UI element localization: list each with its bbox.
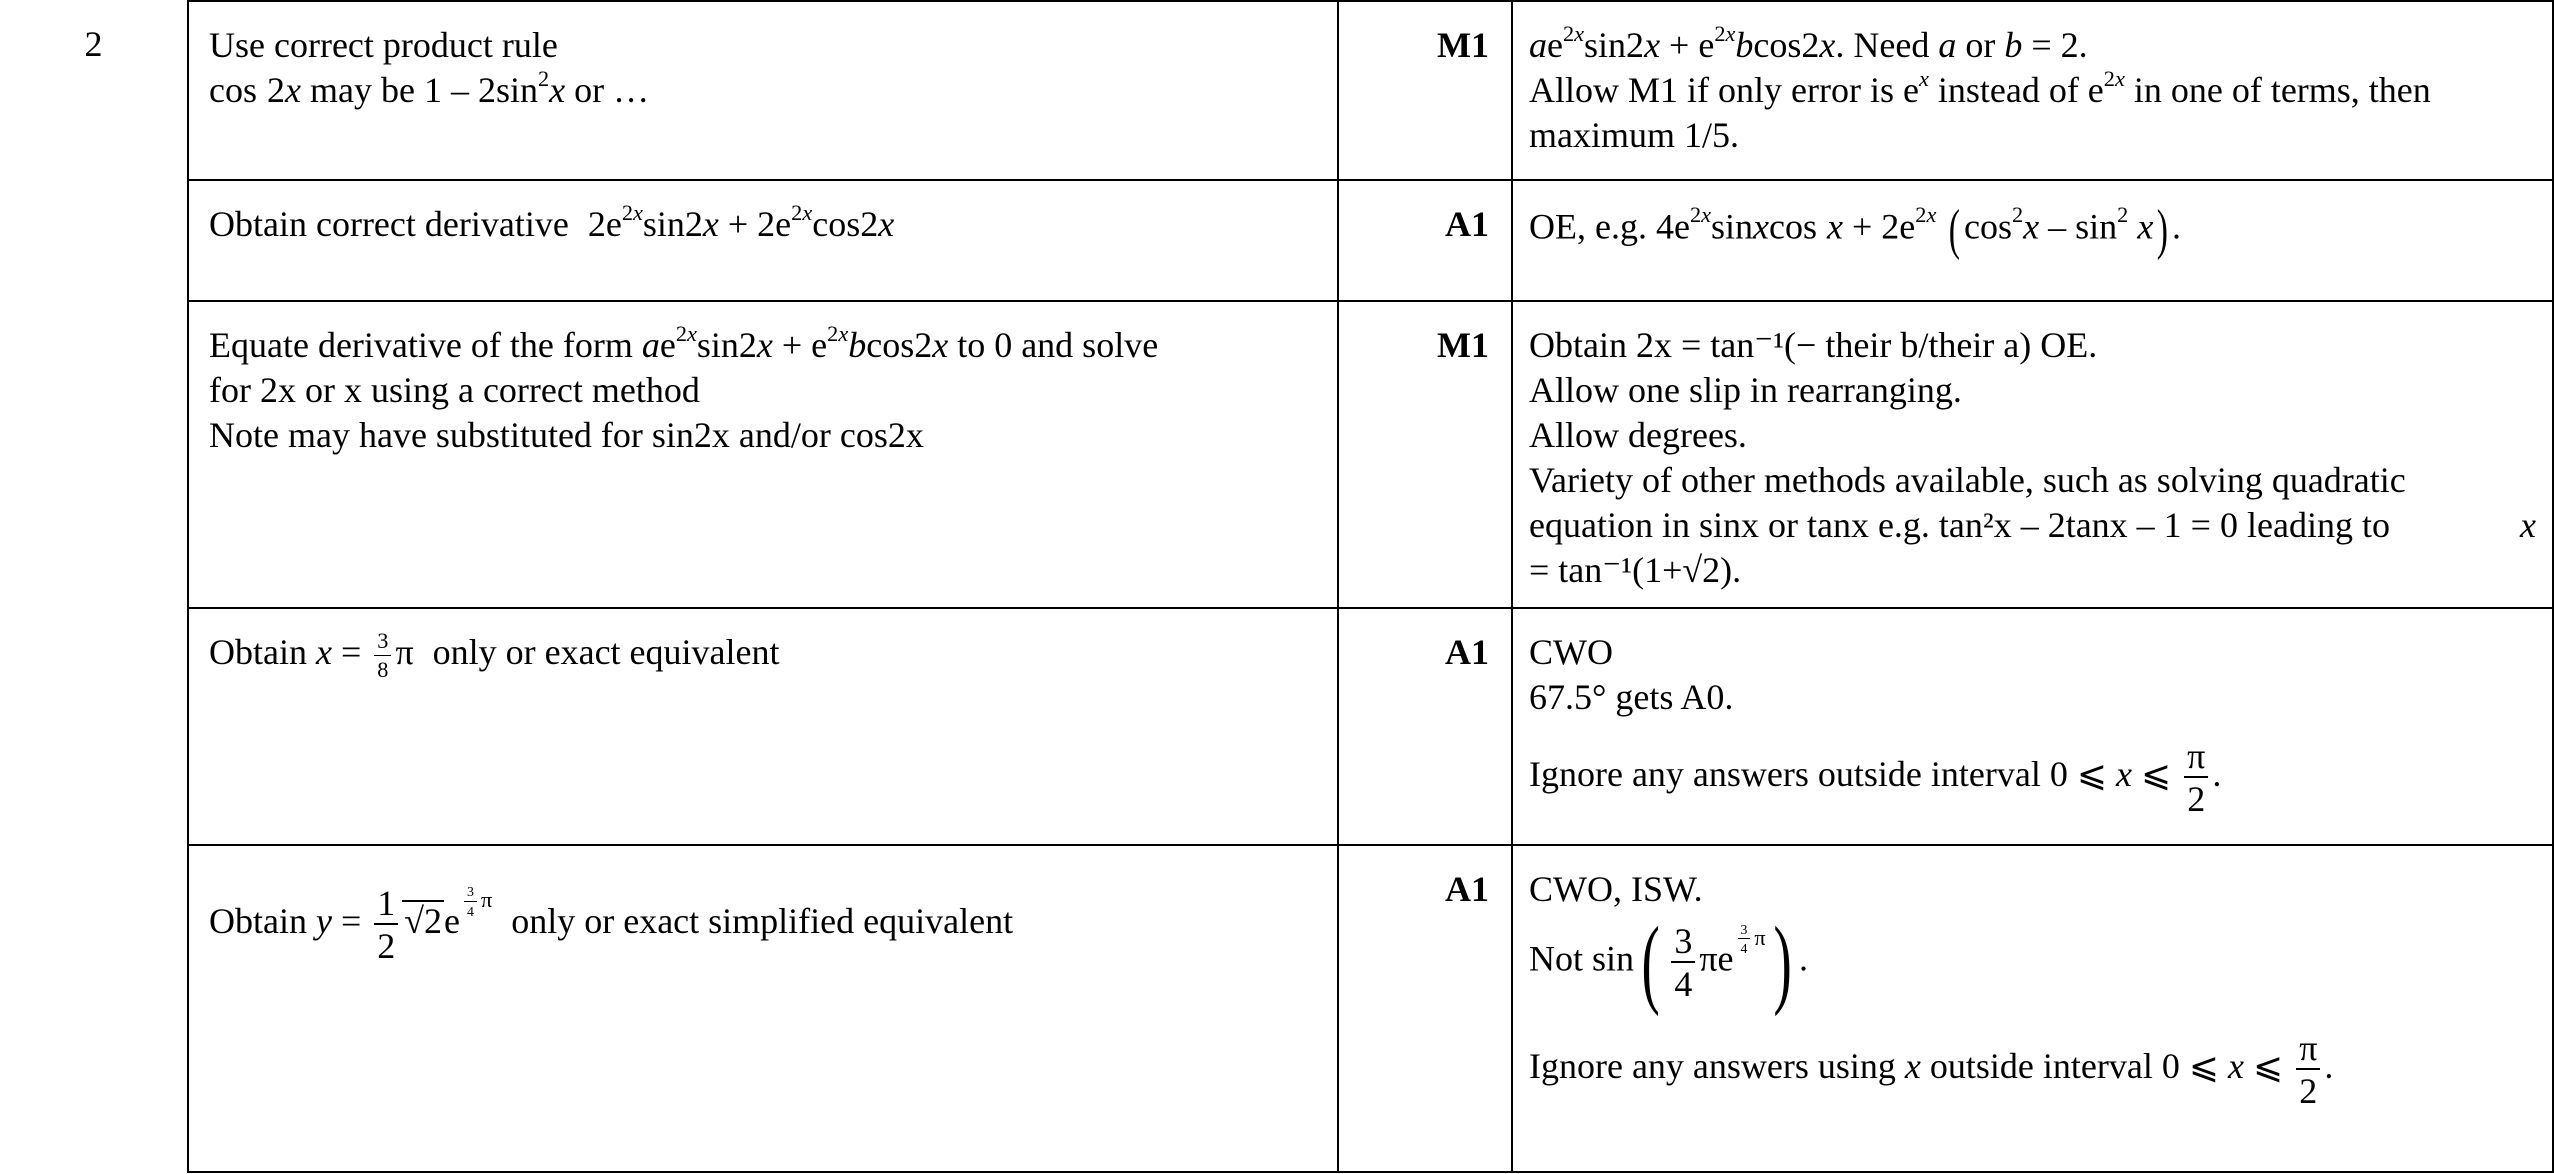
mark-label: A1 <box>1445 632 1489 672</box>
answer-cell <box>188 1 1338 180</box>
mark-label: A1 <box>1445 869 1489 909</box>
fraction: $\frac{3}{4}$ <box>1671 923 1695 1002</box>
question-number-text: 2 <box>84 24 103 64</box>
guidance-cell <box>1512 845 2553 1172</box>
fraction: $\frac{\pi}{2}$ <box>2296 1030 2320 1109</box>
answer-line: Equate derivative of the form $ae^{2x}\sin 2x + e^{2x}bcos2x$ to 0 and solve <box>209 320 1159 365</box>
table-row <box>0 845 2553 1172</box>
fraction: $\frac{1}{2}$ <box>374 885 398 964</box>
guidance-line: Obtain 2x = tan⁻¹(− their b/their a) OE. <box>1529 325 2098 365</box>
guidance-line: CWO <box>1529 632 1613 672</box>
mark-cell <box>1338 608 1512 845</box>
mark-label: M1 <box>1437 325 1489 365</box>
mark-cell <box>1338 845 1512 1172</box>
mark-cell <box>1338 180 1512 301</box>
table-row <box>0 608 2553 845</box>
answer-line: Note may have substituted for sin2x and/or cos2x <box>209 415 924 455</box>
guidance-cell <box>1512 1 2553 180</box>
mark-cell <box>1338 301 1512 608</box>
mark-cell <box>1338 1 1512 180</box>
fraction: $\frac{3}{4}$ <box>1738 923 1751 957</box>
guidance-line: Allow degrees. <box>1529 415 1747 455</box>
guidance-cell <box>1512 301 2553 608</box>
guidance-line: Ignore any answers using x outside interval 0 ⩽ x ⩽ $\frac{\pi}{2}$ . <box>1529 1028 2334 1111</box>
answer-line: Obtain y = $\frac{1}{2}$ √2e $\frac{3}{4}$ π only or exact simplified equivalent <box>209 883 1014 966</box>
fraction: $\frac{\pi}{2}$ <box>2184 738 2208 817</box>
answer-cell <box>188 608 1338 845</box>
guidance-line: Allow one slip in rearranging. <box>1529 370 1962 410</box>
answer-cell <box>188 180 1338 301</box>
answer-line: Use correct product rule <box>209 25 558 65</box>
guidance-line: = tan⁻¹(1+√2). <box>1529 550 1742 590</box>
guidance-line: equation in sinx or tanx e.g. tan²x – 2tanx – 1 = 0 leading to x <box>1529 505 2536 545</box>
fraction: $\frac{3}{4}$ <box>464 885 477 919</box>
table-row <box>0 301 2553 608</box>
answer-line: Obtain correct derivative $2e^{2x}\sin 2x + 2e^{2x}\cos 2x$ <box>209 199 895 244</box>
question-number <box>0 1 188 1172</box>
mark-label: A1 <box>1445 204 1489 244</box>
answer-line: Obtain x = $\frac{3}{8}$ π only or exact equivalent <box>209 628 780 682</box>
guidance-line: Ignore any answers outside interval 0 ⩽ x ⩽ $\frac{\pi}{2}$ . <box>1529 736 2222 819</box>
guidance-line: Not sin( $\frac{3}{4}$ πe $\frac{3}{4}$ π) . <box>1529 906 1808 1017</box>
answer-line: for 2x or x using a correct method <box>209 370 700 410</box>
guidance-cell <box>1512 180 2553 301</box>
table-row <box>0 180 2553 301</box>
guidance-line: Variety of other methods available, such as solving quadratic <box>1529 460 2406 500</box>
guidance-cell <box>1512 608 2553 845</box>
mark-label: M1 <box>1437 25 1489 65</box>
guidance-line: CWO, ISW. <box>1529 869 1703 909</box>
answer-line: cos 2x may be $1 - 2\sin^2x$ or … <box>209 65 650 110</box>
guidance-line: $ae^{2x}\sin 2x + e^{2x}bcos2x$. Need a or b = 2. <box>1529 20 2088 65</box>
guidance-line: 67.5° gets A0. <box>1529 677 1734 717</box>
guidance-line: Allow M1 if only error is $e^x$ instead of $e^{2x}$ in one of terms, then <box>1529 65 2431 110</box>
guidance-line: OE, e.g. $4e^{2x}sinxcos$ $x + 2e^{2x}$ ( $\cos^2x - \sin^2 x$) . <box>1529 199 2181 261</box>
answer-cell <box>188 301 1338 608</box>
answer-cell <box>188 845 1338 1172</box>
table-row <box>0 1 2553 180</box>
guidance-line: maximum 1/5. <box>1529 115 1739 155</box>
fraction: $\frac{3}{8}$ <box>374 630 391 681</box>
